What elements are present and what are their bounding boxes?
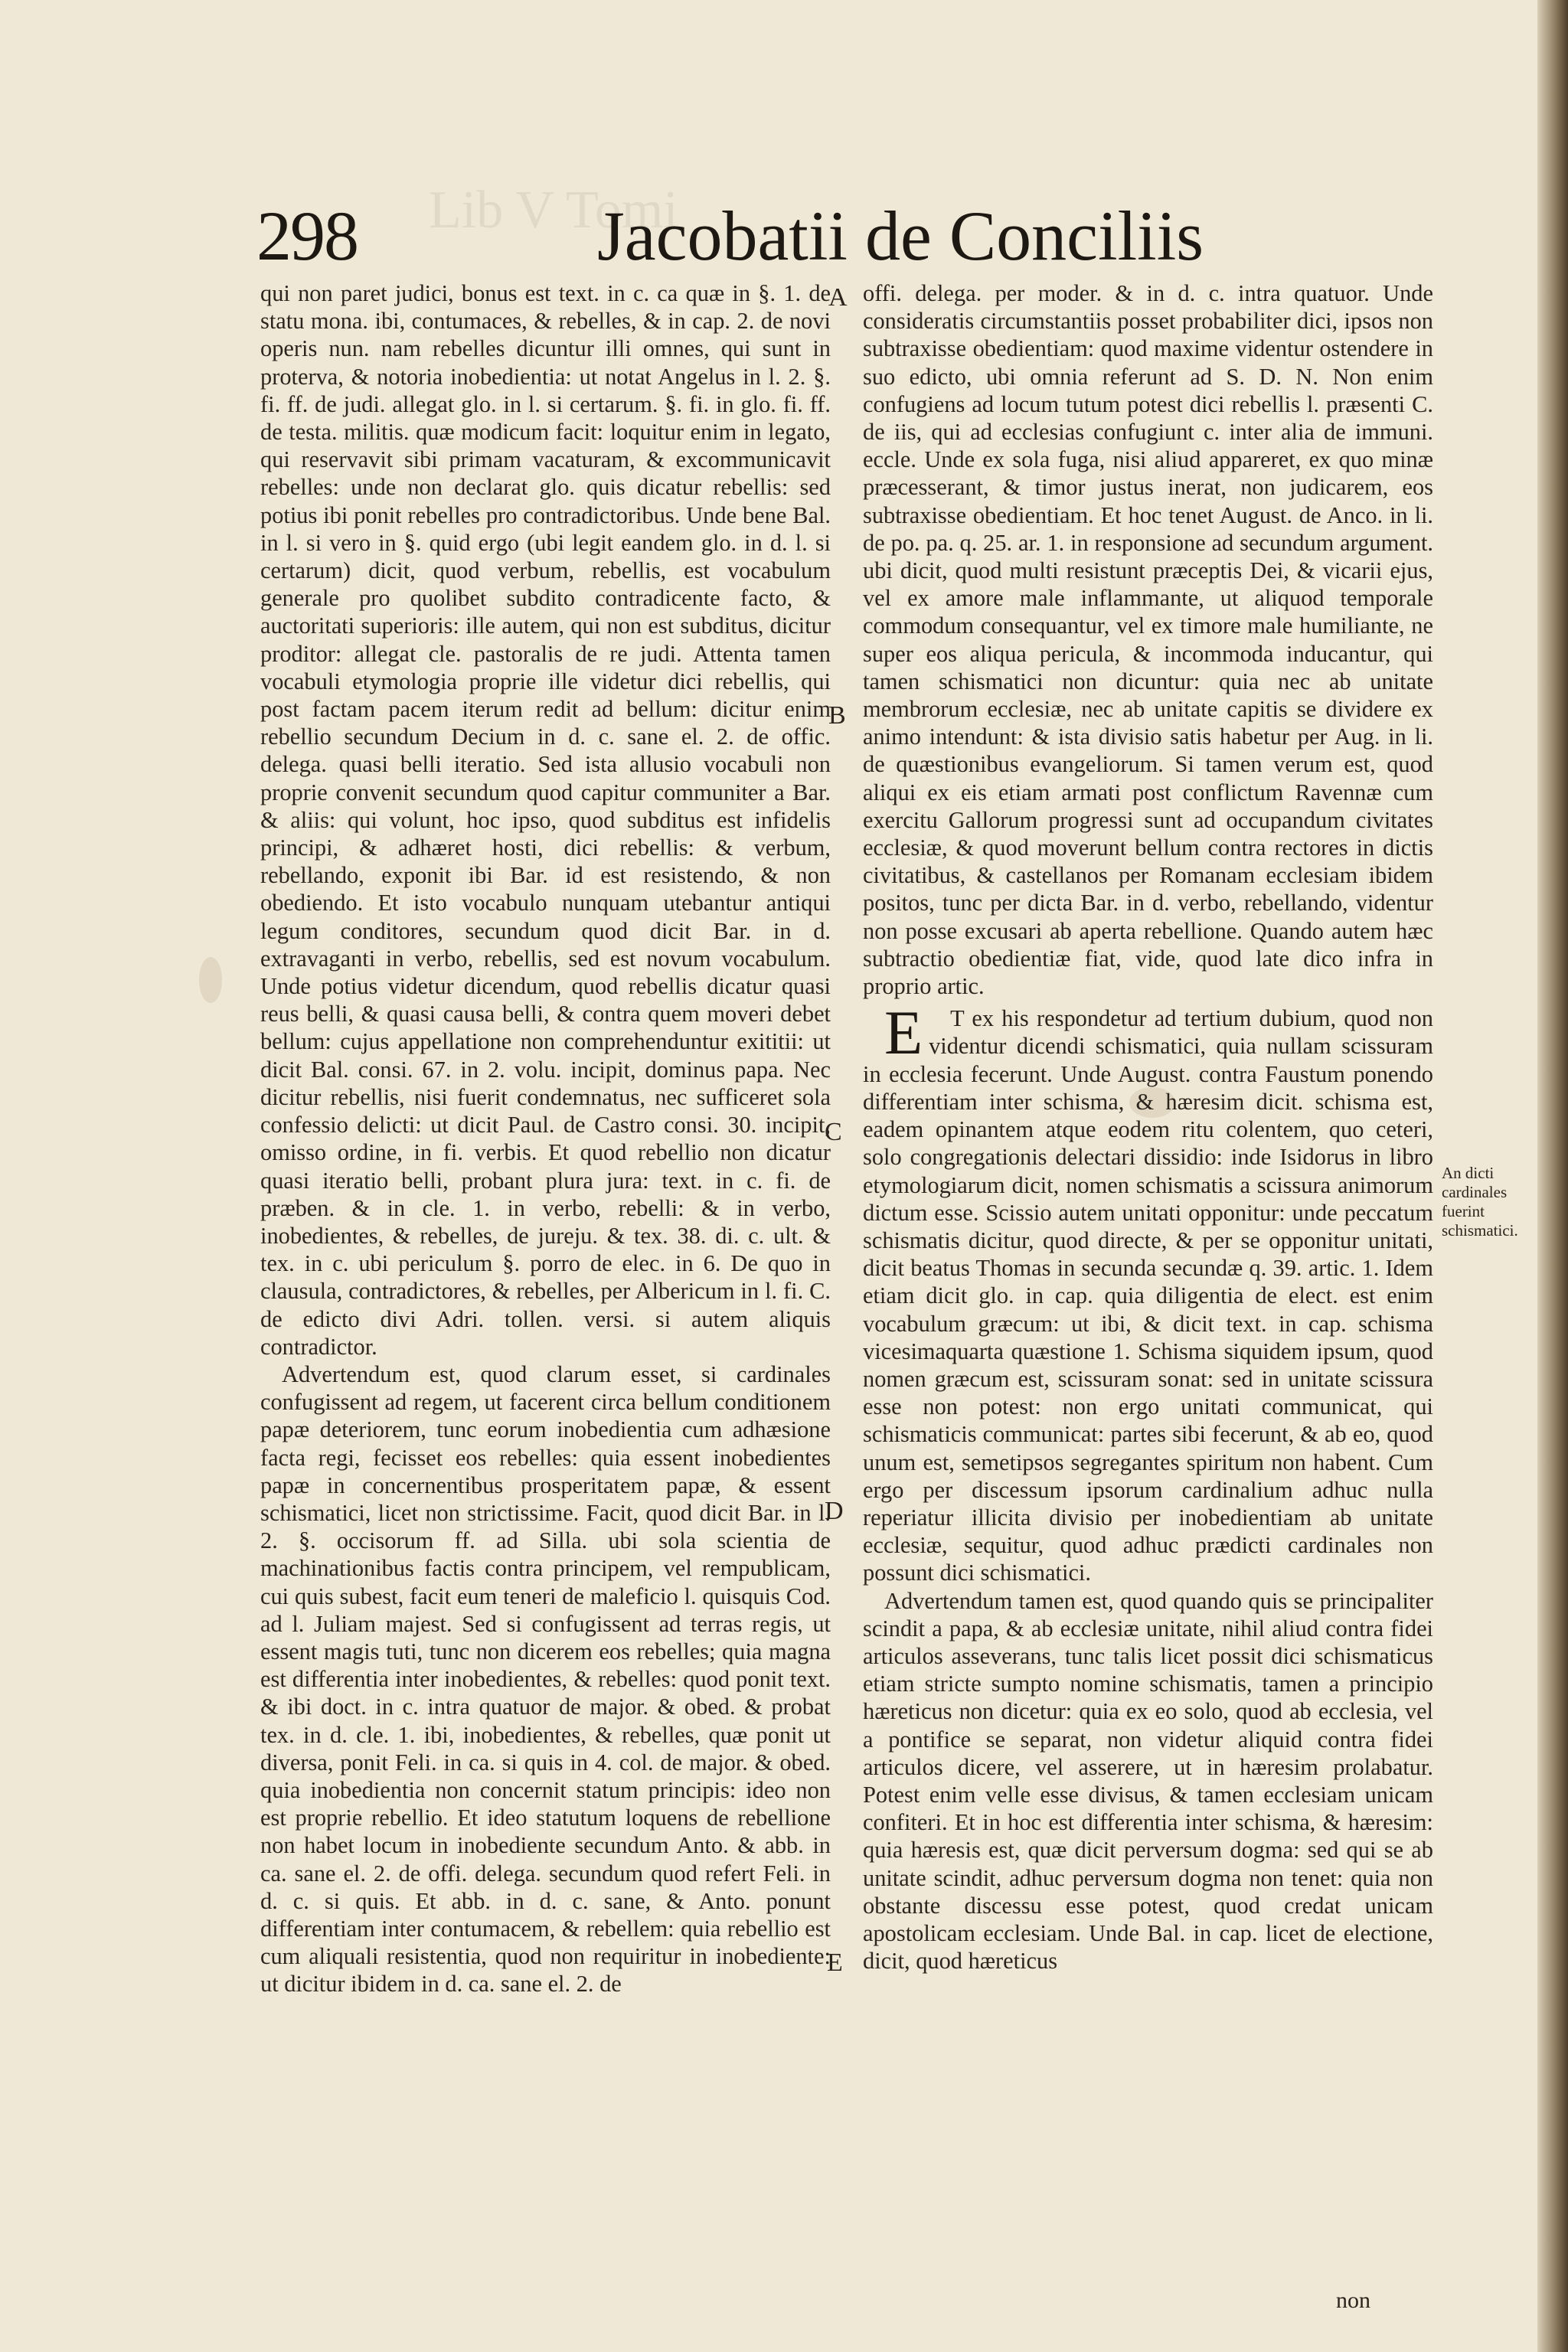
paragraph: Advertendum tamen est, quod quando quis se principaliter scindit a papa, & ab ecclesiæ unitate, nihil aliud contra fidei articulos asseverans, tunc talis licet possit dici schismaticus etiam stricte sumpto nomine schismatis, tamen a principio hæreticus non dicetur: quia ex eo solo, quod ab ecclesia, vel a pontifice se separat, non videtur aliquid contra fidei articulos dicere, vel asserere, ut in hæresim prolabatur. Potest enim velle esse divisus, & tamen ecclesiam unicam confiteri. Et in hoc est differentia inter schisma, & hæresim: quia hæresis est, quæ dicit perversum dogma: sed qui se ab unitate scindit, adhuc perversum dogma non tenet: quia non obstante discessu esse potest, quod credat unicam apostolicam ecclesiam. Unde Bal. in cap. licet de electione, dicit, quod hæreticus [863, 1587, 1433, 1975]
right-column [863, 279, 1433, 2285]
bleed-through-text: Lib V Tomi [429, 181, 678, 240]
margin-letter: E [827, 1949, 843, 1977]
catchword: non [1336, 2288, 1370, 2313]
left-column [260, 279, 831, 2285]
page-gutter-edge [1537, 0, 1568, 2352]
drop-cap: E [884, 998, 923, 1068]
page-number: 298 [256, 197, 358, 275]
marginal-note: An dicti cardinales fuerint schismatici. [1442, 1164, 1518, 1240]
paper-stain [199, 957, 222, 1003]
page-header [256, 195, 1204, 279]
margin-letter: B [828, 701, 846, 730]
paragraph-text: T ex his respondetur ad tertium dubium, quod non videntur dicendi schismatici, quia nullam scissuram in ecclesia fecerunt. Unde August. contra Faustum ponendo differentiam inter schisma, & hæresim dicit. schisma est, eadem opinantem atque eodem ritu colentem, quo ceteri, solo congregationis delectari dissidio: inde Isidorus in libro etymologiarum dicit, nomen schismatis a scissura animorum dictum esse. Scissio autem unitati opponitur: unde peccatum schismatis dicitur, quod directe, & per se opponitur unitati, dicit beatus Thomas in secunda secundæ q. 39. artic. 1. Idem etiam dicit glo. in cap. quia diligentia de elect. est enim vocabulum græcum: ut ibi, & dicit text. in cap. schisma vicesimaquarta quæstione 1. Schisma siquidem ipsum, quod nomen græcum est, scissuram sonat: sed in unitate scissura esse non potest: non ergo unitati communicat, qui schismaticis communicat: partes sibi fecerunt, & ab eo, quod unum est, semetipsos segregantes spiritum non habent. Cum ergo per discessum ipsorum cardinalium adhuc nulla reperiatur illicita divisio per inobedientiam ab unitate ecclesiæ, sequitur, quod adhuc prædicti cardinales non possunt dici schismatici. [863, 1005, 1433, 1586]
margin-letter: C [825, 1118, 842, 1146]
margin-letter: A [828, 283, 848, 312]
paragraph-with-initial [863, 998, 1433, 1586]
running-title: Jacobatii de Conciliis [597, 197, 1204, 275]
paragraph: offi. delega. per moder. & in d. c. intra quatuor. Unde consideratis circumstantiis posset probabiliter dici, ipsos non subtraxisse obedientiam: quod maxime videntur ostendere in suo edicto, ubi omnia referunt ad S. D. N. Non enim confugiens ad locum tutum potest dici rebellis l. præsenti C. de iis, qui ad ecclesias confugiunt c. inter alia de immuni. eccle. Unde ex sola fuga, nisi aliud appareret, ex quo minæ præcesserant, & timor justus inerat, non judicarem, eos subtraxisse obedientiam. Et hoc tenet August. de Anco. in li. de po. pa. q. 25. ar. 1. in responsione ad secundum argument. ubi dicit, quod multi resistunt præceptis Dei, & vicarii ejus, vel ex amore male inflammante, ut aliquod temporale commodum consequantur, vel ex timore male humiliante, ne super eos aliqua pericula, & incommoda inducantur, qui tamen schismatici non dicuntur: quia nec ab unitate membrorum ecclesiæ, nec ab unitate capitis se dividere ex animo intendunt: & ista divisio satis habetur per Aug. in li. de quæstionibus evangeliorum. Si tamen verum est, quod aliqui ex eis etiam armati post conflictum Ravennæ cum exercitu Gallorum progressi sunt ad occupandum civitates ecclesiæ, & quod moverunt bellum contra rectores in dictis civitatibus, & castellanos per Romanam ecclesiam ibidem positos, tunc per dicta Bar. in d. verbo, rebellando, videntur non posse excusari ab aperta rebellione. Quando autem hæc subtractio obedientiæ fiat, vide, quod late dico infra in proprio artic. [863, 280, 1433, 1000]
paragraph: Advertendum est, quod clarum esset, si cardinales confugissent ad regem, ut facerent circa bellum conditionem papæ deteriorem, tunc eorum inobedientia cum adhæsione facta regi, fecisset eos rebelles: quia essent inobedientes papæ in concernentibus prosperitatem papæ, & essent schismatici, licet non strictissime. Facit, quod dicit Bar. in l. 2. §. occisorum ff. ad Silla. ubi sola scientia de machinationibus factis contra principem, vel rempublicam, cui quis subest, facit eum teneri de maleficio l. quisquis Cod. ad l. Juliam majest. Sed si confugissent ad terras regis, ut essent magis tuti, tunc non dicerem eos rebelles; quia magna est differentia inter inobedientes, & rebelles: quod ponit text. & ibi doct. in c. intra quatuor de major. & obed. & probat tex. in d. cle. 1. ibi, inobedientes, & rebelles, quæ ponit ut diversa, ponit Feli. in ca. si quis in 4. col. de major. & obed. quia inobedientia non concernit statum principis: ideo non est proprie rebellio. Et ideo statutum loquens de rebellione non habet locum in inobediente secundum Anto. & abb. in ca. sane el. 2. de offi. delega. secundum quod refert Feli. in d. c. si quis. Et abb. in d. c. sane, & Anto. ponunt differentiam inter contumacem, & rebellem: quia rebellio est cum aliquali resistentia, quod non requiritur in inobediente: ut dicitur ibidem in d. ca. sane el. 2. de [260, 1361, 831, 1998]
margin-letter: D [825, 1497, 844, 1525]
paragraph: qui non paret judici, bonus est text. in c. ca quæ in §. 1. de statu mona. ibi, contumaces, & rebelles, & in cap. 2. de novi operis nun. nam rebelles dicuntur illi omnes, qui sunt in proterva, & notoria inobedientia: ut notat Angelus in l. 2. §. fi. ff. de judi. allegat glo. in l. si certarum. §. fi. in glo. fi. ff. de testa. militis. quæ modicum facit: loquitur enim in legato, qui reservavit sibi primam vacaturam, & excommunicavit rebelles: unde non declarat glo. quis dicatur rebellis: sed potius ibi ponit rebelles pro contradictoribus. Unde bene Bal. in l. si vero in §. quid ergo (ubi legit eandem glo. in d. l. si certarum) dicit, quod verbum, rebellis, est vocabulum generale pro quolibet subdito contradicente facto, & auctoritati superioris: ille autem, qui non est subditus, dicitur proditor: allegat cle. pastoralis de re judi. Attenta tamen vocabuli etymologia proprie ille videtur dici rebellis, qui post factam pacem iterum redit ad bellum: dicitur enim rebellio secundum Decium in d. c. sane el. 2. de offic. delega. quasi belli iteratio. Sed ista allusio vocabuli non proprie convenit secundum quod capitur communiter a Bar. & aliis: qui volunt, hoc ipso, quod subditus est infidelis principi, & adhæret hosti, dici rebellis: & verbum, rebellando, exponit ibi Bar. id est resistendo, & non obediendo. Et isto vocabulo nunquam utebantur antiqui legum conditores, secundum quod dicit Bar. in d. extravaganti in verbo, rebellis, sed est novum vocabulum. Unde potius videtur dicendum, quod rebellis dicatur quasi reus belli, & quasi causa belli, & contra quem moveri debet bellum: cujus appellatione non comprehenduntur exititii: ut dicit Bal. consi. 67. in 2. volu. incipit, dominus papa. Nec dicitur rebellis, nisi fuerit condemnatus, nec sufficeret sola confessio delicti: ut dicit Paul. de Castro consi. 30. incipit, omisso ordine, in fi. verbis. Et quod rebellio non dicatur quasi iteratio belli, probant plura jura: text. in c. fi. de præben. & in cle. 1. in verbo, rebelli: & in verbo, inobedientes, & rebelles, de jureju. & tex. 38. di. c. ult. & tex. in c. ubi periculum §. porro de elec. in 6. De quo in clausula, contradictores, & rebelles, per Albericum in l. fi. C. de edicto divi Adri. tollen. versi. si autem aliquis contradictor. [260, 280, 831, 1360]
